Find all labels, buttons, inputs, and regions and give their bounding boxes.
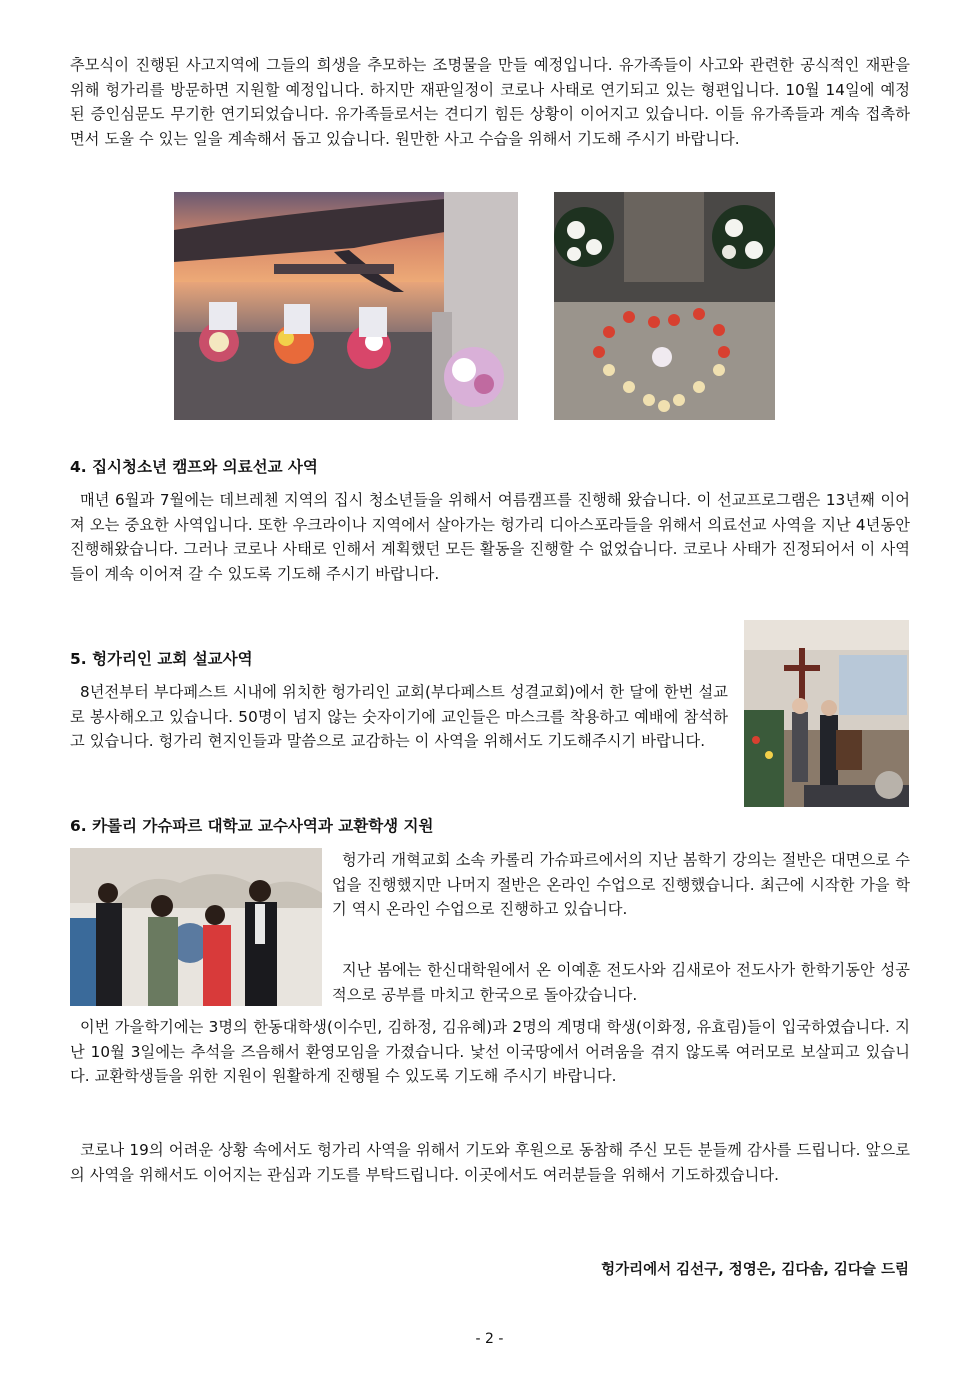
section4-body: 매년 6월과 7월에는 데브레첸 지역의 집시 청소년들을 위해서 여름캠프를 진행해 왔습니다. 이 선교프로그램은 13년째 이어져 오는 중요한 사역입니다. 또한 우크라이나 지역에서 살아가는 헝가리 디아스포라들을 위해서 의료선교 사역을 지난 4년동안 진행해왔습니다. 그러나 코로나 사태로 인해서 계획했던 모든 활동을 진행할 수 없었습니다. 코로나 사태가 진정되어서 이 사역들이 계속 이어져 갈 수 있도록 기도해 주시기 바랍니다. <box>70 491 910 583</box>
candle-memorial-photo <box>554 192 775 420</box>
section6-para3: 이번 가을학기에는 3명의 한동대학생(이수민, 김하정, 김유혜)과 2명의 계명대 학생(이화정, 유효림)들이 입국하였습니다. 지난 10월 3일에는 추석을 즈음해서 환영모임을 가졌습니다. 낯선 이국땅에서 어려움을 겪지 않도록 여러모로 보살피고 있습니다. 교환학생들을 위한 지원이 원활하게 진행될 수 있도록 기도해 주시기 바랍니다. <box>70 1018 910 1085</box>
section6-para1: 헝가리 개혁교회 소속 카롤리 가슈파르에서의 지난 봄학기 강의는 절반은 대면으로 수업을 진행했지만 나머지 절반은 온라인 수업으로 진행했습니다. 최근에 시작한 가을 학기 역시 온라인 수업으로 진행하고 있습니다. <box>332 851 910 918</box>
section5-heading: 5. 헝가리인 교회 설교사역 <box>70 650 253 668</box>
group-photo <box>70 848 322 1006</box>
section5-body: 8년전부터 부다페스트 시내에 위치한 헝가리인 교회(부다페스트 성결교회)에서 한 달에 한번 설교로 봉사해오고 있습니다. 50명이 넘지 않는 숫자이기에 교인들은 마스크를 착용하고 예배에 참석하고 있습니다. 헝가리 현지인들과 말씀으로 교감하는 이 사역을 위해서도 기도해주시기 바랍니다. <box>70 683 728 750</box>
bridge-memorial-photo <box>174 192 518 420</box>
section4-heading: 4. 집시청소년 캠프와 의료선교 사역 <box>70 458 318 476</box>
section6-para2: 지난 봄에는 한신대학원에서 온 이예훈 전도사와 김새로아 전도사가 한학기동안 성공적으로 공부를 마치고 한국으로 돌아갔습니다. <box>332 961 910 1004</box>
church-sermon-photo <box>744 620 909 807</box>
page-number: - 2 - <box>475 1331 504 1347</box>
signature: 헝가리에서 김선구, 정영은, 김다솜, 김다슬 드림 <box>601 1262 909 1278</box>
section6-heading: 6. 카롤리 가슈파르 대학교 교수사역과 교환학생 지원 <box>70 817 434 835</box>
closing-paragraph: 코로나 19의 어려운 상황 속에서도 헝가리 사역을 위해서 기도와 후원으로 동참해 주신 모든 분들께 감사를 드립니다. 앞으로의 사역을 위해서도 이어지는 관심과 기도를 부탁드립니다. 이곳에서도 여러분들을 위해서 기도하겠습니다. <box>70 1141 910 1184</box>
intro-paragraph: 추모식이 진행된 사고지역에 그들의 희생을 추모하는 조명물을 만들 예정입니다. 유가족들이 사고와 관련한 공식적인 재판을 위해 헝가리를 방문하면 지원할 예정입니다. 하지만 재판일정이 코로나 사태로 연기되고 있는 형편입니다. 10월 14일에 예정된 증인심문도 무기한 연기되었습니다. 유가족들로서는 견디기 힘든 상황이 이어지고 있습니다. 이들 유가족들과 계속 접촉하면서 도울 수 있는 일을 계속해서 돕고 있습니다. 원만한 사고 수습을 위해서 기도해 주시기 바랍니다. <box>70 56 910 148</box>
